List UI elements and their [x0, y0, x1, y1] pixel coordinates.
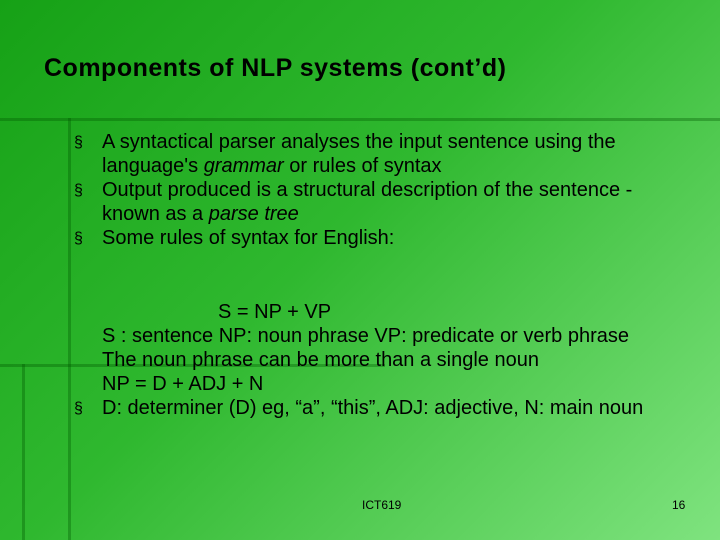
bullet-text: or rules of syntax: [283, 155, 442, 177]
bullet-marker: §: [74, 182, 83, 199]
bullet-item: [74, 226, 684, 250]
bullet-marker: §: [74, 134, 83, 151]
bullet-marker: §: [74, 230, 83, 247]
bullet-text-emphasis: grammar: [203, 155, 284, 177]
rule-main: S = NP + VP: [218, 301, 332, 323]
bullet-marker: §: [74, 400, 83, 417]
footer-course-code: ICT619: [362, 498, 402, 512]
bullet-text-emphasis: parse tree: [208, 203, 299, 225]
bullet-item: [74, 130, 684, 178]
bullet-list: [74, 130, 684, 250]
decorative-line: [0, 118, 720, 121]
np-rule: NP = D + ADJ + N: [102, 373, 264, 395]
bullet-item: [74, 178, 684, 226]
rule-description: S : sentence NP: noun phrase VP: predicate or verb phrase: [102, 325, 629, 347]
noun-phrase-note: The noun phrase can be more than a single noun: [102, 349, 539, 371]
bullet-item: [74, 396, 692, 420]
slide-title: Components of NLP systems (cont’d): [44, 54, 507, 82]
bullet-text: Output produced is a structural description of the sentence - known as a: [102, 179, 633, 225]
bullet-text: Some rules of syntax for English:: [102, 227, 395, 249]
decorative-line: [68, 118, 71, 540]
decorative-line: [22, 364, 25, 540]
page-number: 16: [672, 498, 686, 512]
bullet-text: A syntactical parser analyses the input sentence using the language's: [102, 131, 616, 177]
bullet-text: D: determiner (D) eg, “a”, “this”, ADJ: adjective, N: main noun: [102, 397, 644, 419]
syntax-rules: [74, 300, 692, 420]
